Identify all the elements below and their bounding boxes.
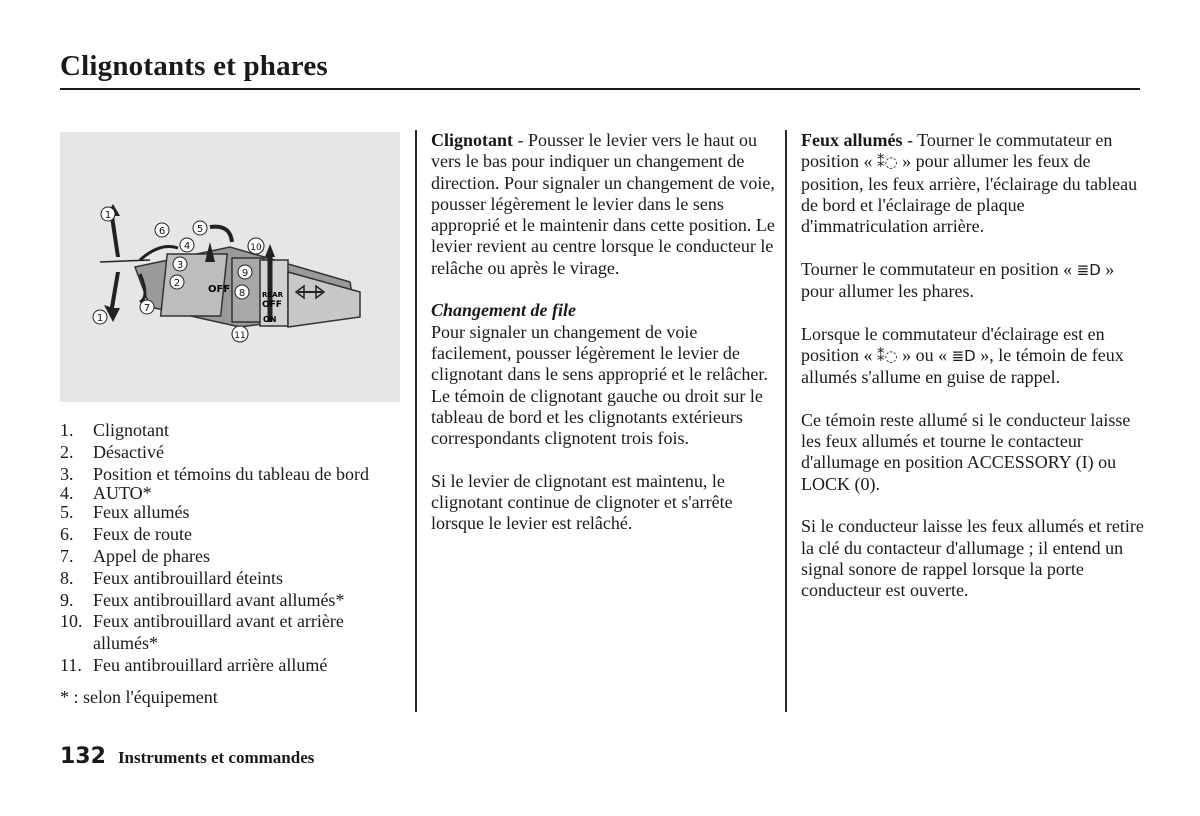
paragraph-chime: Si le conducteur laisse les feux allumés et retire la clé du contacteur d'allumage ; il entend un signal sonore de rappel lorsque la porte conducteur est ouverte. [801,516,1144,601]
lever-illustration [60,132,400,402]
column-middle [431,130,776,556]
off-label-2: OFF [262,300,282,310]
callout-11: 11 [234,331,246,341]
title-divider [60,88,1140,90]
parking-lights-icon: ⁑◌ [877,153,898,172]
headlight-icon: ≣D [1076,260,1101,279]
column-divider-1 [415,130,417,712]
legend-item: 6. Feux de route [60,524,192,545]
legend-item: 5. Feux allumés [60,502,190,523]
subhead-lane-change: Changement de file [431,300,576,321]
page-title: Clignotants et phares [60,50,328,82]
callout-7: 7 [143,303,151,314]
callout-9: 9 [241,268,249,279]
paragraph-turn-signal: Clignotant - Pousser le levier vers le haut ou vers le bas pour indiquer un changement de direction. Pour signaler un changement de voie, pousser légèrement le levier dans le sens approprié et le maintenir dans cette position. Le levier revient au centre lorsque le conducteur le relâche ou après le virage. [431,130,775,278]
section-name: Instruments et commandes [117,748,315,767]
paragraph-lane-change: Pour signaler un changement de voie facilement, pousser légèrement le levier de clignotant dans le sens approprié et le relâcher. Le témoin de clignotant gauche ou droit sur le tableau de bord et les clignotants extérieurs correspondants clignotent trois fois. [431,321,768,449]
combination-switch-diagram [60,132,400,402]
arrow-lights-on-icon [210,227,232,242]
parking-lights-icon: ⁑◌ [877,346,898,365]
legend-item: 7. Appel de phares [60,545,210,566]
callout-2: 2 [173,278,181,289]
legend-item: 10. Feux antibrouillard avant et arrière allumés* [60,611,344,654]
legend-item: 3. Position et témoins du tableau de bord [60,463,369,484]
off-label: OFF [208,284,231,295]
legend-item: 4. AUTO* [60,483,152,504]
callout-6: 6 [158,226,166,237]
callout-5: 5 [196,224,204,235]
callout-10: 10 [250,243,262,253]
callout-1-top: 1 [104,210,112,221]
paragraph-indicator: Lorsque le commutateur d'éclairage est en position « ⁑◌ » ou « ≣D », le témoin de feux allumés s'allume en guise de rappel. [801,323,1124,388]
legend-item: 2. Désactivé [60,441,164,462]
callout-8: 8 [238,288,246,299]
callout-4: 4 [183,241,191,252]
pivot-line [100,260,150,262]
column-divider-2 [785,130,787,712]
paragraph-reminder: Ce témoin reste allumé si le conducteur laisse les feux allumés et tourne le contacteur d'allumage en position ACCESSORY (I) ou LOCK (0). [801,409,1131,494]
paragraph-lights-on: Feux allumés - Tourner le commutateur en position « ⁑◌ » pour allumer les feux de position, les feux arrière, l'éclairage du tableau de bord et l'éclairage de plaque d'immatriculation arrière. [801,130,1138,237]
callout-3: 3 [176,260,184,271]
paragraph-hold: Si le levier de clignotant est maintenu, le clignotant continue de clignoter et s'arrête lorsque le levier est relâché. [431,470,733,534]
paragraph-headlights: Tourner le commutateur en position « ≣D » pour allumer les phares. [801,258,1115,302]
legend-item: 11. Feu antibrouillard arrière allumé [60,654,328,675]
arrow-fog-up-icon [265,244,275,257]
legend-list [60,420,410,677]
column-right [801,130,1146,623]
legend-item: 1. Clignotant [60,420,169,440]
headlight-icon: ≣D [951,346,976,365]
footnote: * : selon l'équipement [60,687,218,707]
callout-1-bottom: 1 [96,313,104,324]
page-footer [60,744,314,769]
legend-item: 8. Feux antibrouillard éteints [60,567,283,588]
page-number: 132 [60,744,106,769]
rear-label: REAR [262,291,283,299]
legend-item: 9. Feux antibrouillard avant allumés* [60,589,345,610]
on-label: ON [263,315,277,324]
